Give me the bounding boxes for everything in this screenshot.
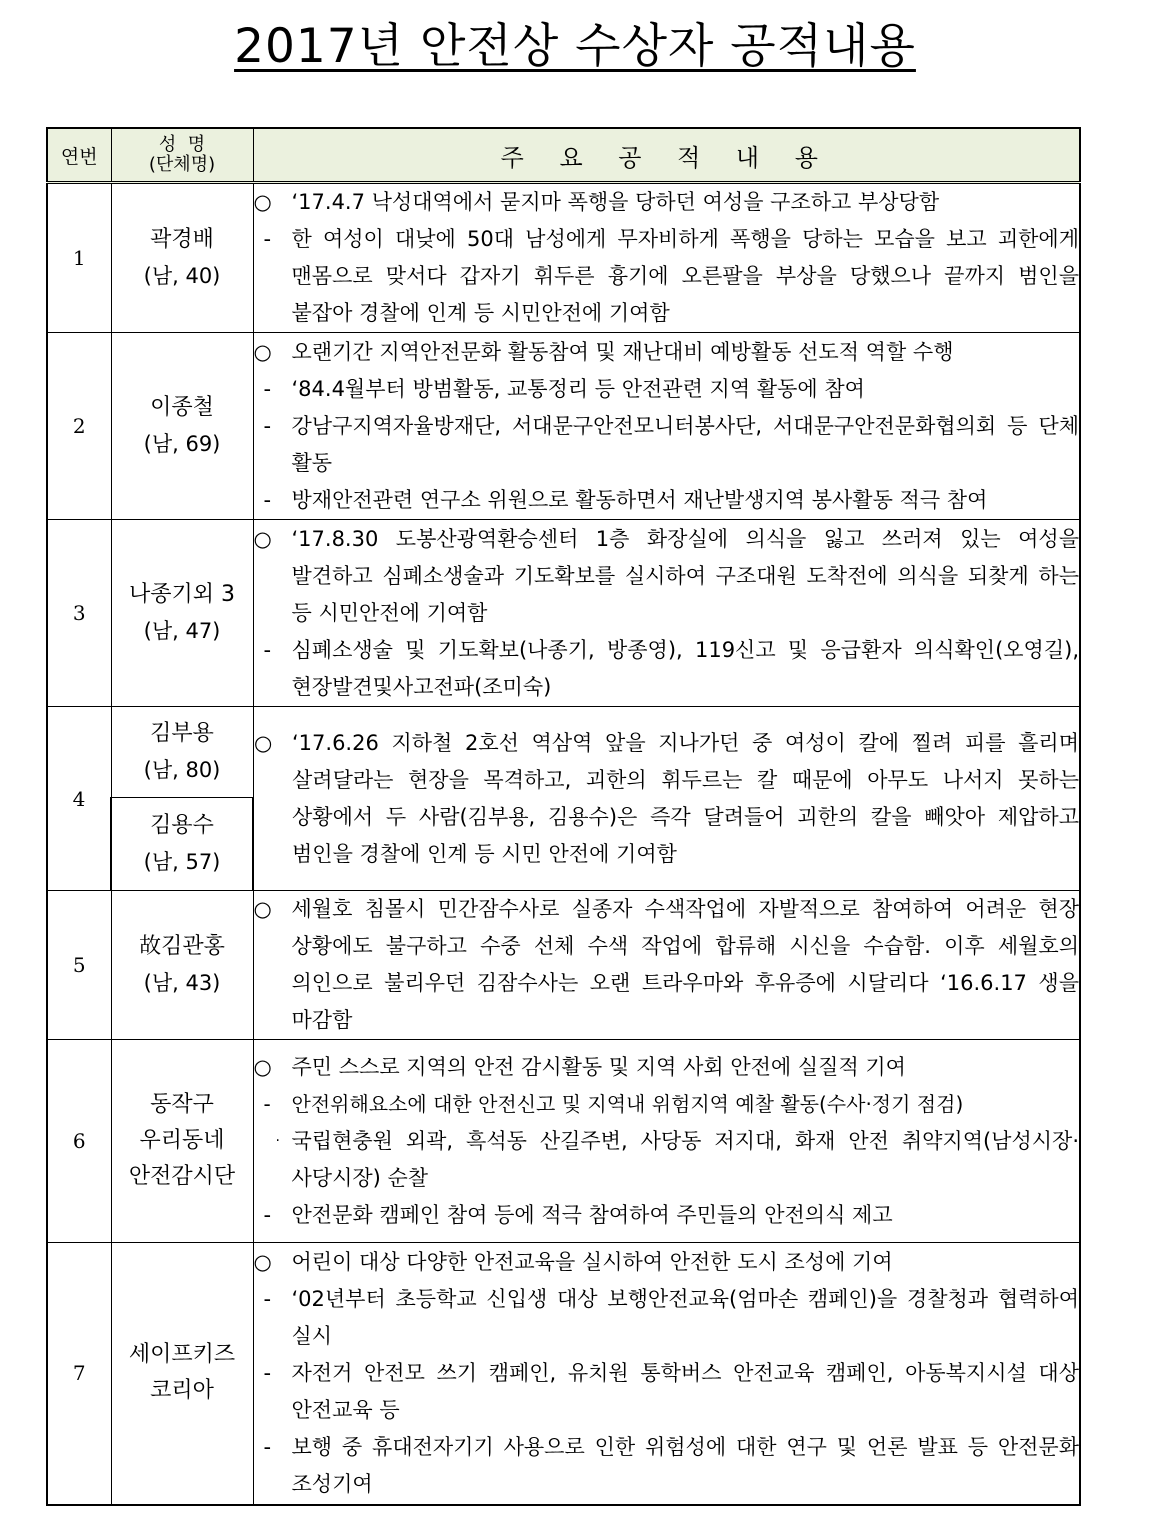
awards-table	[46, 127, 1081, 1506]
awardee-info: (남, 57)	[143, 850, 221, 874]
merit-line: - 방재안전관련 연구소 위원으로 활동하면서 재난발생지역 봉사활동 적극 참여	[263, 487, 988, 512]
header-content: 주 요 공 적 내 용	[253, 128, 1080, 183]
row-number: 3	[47, 520, 111, 707]
group-name-cell	[111, 1040, 253, 1243]
merit-line: ○ ‘17.4.7 낙성대역에서 묻지마 폭행을 당하던 여성을 구조하고 부상당함	[253, 190, 940, 214]
merit-line: - 자전거 안전모 쓰기 캠페인, 유치원 통학버스 안전교육 캠페인, 아동복지시설 대상 안전교육 등	[263, 1360, 1079, 1422]
merit-line: ○ 오랜기간 지역안전문화 활동참여 및 재난대비 예방활동 선도적 역할 수행	[253, 339, 954, 364]
group-name-line: 동작구	[150, 1092, 214, 1117]
merit-line: ○ ‘17.8.30 도봉산광역환승센터 1층 화장실에 의식을 잃고 쓰러져 있는 여성을 발견하고 심폐소생술과 기도확보를 실시하여 구조대원 도착전에 의식을 되찾게 하는 등 시민안전에 기여함	[253, 526, 1079, 625]
merit-line: - 안전위해요소에 대한 안전신고 및 지역내 위험지역 예찰 활동(수사·정기 점검)	[263, 1091, 964, 1116]
row-number: 6	[47, 1040, 111, 1243]
merit-content	[253, 891, 1080, 1040]
merit-line: - 보행 중 휴대전자기기 사용으로 인한 위험성에 대한 연구 및 언론 발표 등 안전문화 조성기여	[263, 1434, 1079, 1496]
table-header-row	[47, 128, 1080, 183]
merit-line: - 안전문화 캠페인 참여 등에 적극 참여하여 주민들의 안전의식 제고	[263, 1202, 893, 1227]
awardee-name-cell	[111, 520, 253, 707]
page-title: 2017년 안전상 수상자 공적내용	[234, 19, 916, 74]
table-row	[47, 520, 1080, 707]
awardee-name: 故김관홍	[139, 934, 225, 959]
row-number: 5	[47, 891, 111, 1040]
header-name-sub: (단체명)	[148, 154, 216, 175]
merit-line: ○ 어린이 대상 다양한 안전교육을 실시하여 안전한 도시 조성에 기여	[253, 1249, 893, 1274]
awardee-info: (남, 80)	[143, 758, 221, 782]
group-name-line: 우리동네	[139, 1128, 225, 1153]
awardee-name: 김용수	[150, 813, 214, 838]
merit-line: ○ ‘17.6.26 지하철 2호선 역삼역 앞을 지나가던 중 여성이 칼에 찔려 피를 흘리며 살려달라는 현장을 목격하고, 괴한의 휘두르는 칼 때문에 아무도 나서지 못하는 상황에서 두 사람(김부용, 김용수)은 즉각 달려들어 괴한의 칼을 빼앗아 제압하고 범인을 경찰에 인계 등 시민 안전에 기여함	[254, 730, 1079, 866]
awardee-name-cell	[111, 891, 253, 1040]
merit-content	[253, 333, 1080, 520]
awardee-name-cell	[111, 333, 253, 520]
header-number: 연번	[47, 128, 111, 183]
row-number: 4	[47, 707, 111, 891]
awardee-name: 이종철	[150, 395, 214, 420]
merit-line: · 국립현충원 외곽, 흑석동 산길주변, 사당동 저지대, 화재 안전 취약지역(남성시장·사당시장) 순찰	[275, 1128, 1079, 1190]
merit-line: - 강남구지역자율방재단, 서대문구안전모니터봉사단, 서대문구안전문화협의회 등 단체 활동	[263, 413, 1079, 475]
merit-content	[253, 1040, 1080, 1243]
merit-content	[253, 183, 1080, 333]
merit-line: - 한 여성이 대낮에 50대 남성에게 무자비하게 폭행을 당하는 모습을 보고 괴한에게 맨몸으로 맞서다 갑자기 휘두른 흉기에 오른팔을 부상을 당했으나 끝까지 범인을 붙잡아 경찰에 인계 등 시민안전에 기여함	[263, 227, 1079, 325]
group-name-cell	[111, 1243, 253, 1505]
group-name-line: 세이프키즈	[128, 1342, 236, 1368]
awardee-name: 나종기외 3	[129, 582, 235, 607]
awardee-name-cell	[111, 183, 253, 333]
merit-line: ○ 주민 스스로 지역의 안전 감시활동 및 지역 사회 안전에 실질적 기여	[253, 1054, 906, 1079]
table-row	[47, 891, 1080, 1040]
awardee-name-cell	[111, 707, 253, 798]
merit-content	[253, 707, 1080, 891]
table-row	[47, 1040, 1080, 1243]
group-name-line: 안전감시단	[128, 1164, 236, 1189]
awardee-name: 김부용	[150, 721, 214, 746]
row-number: 2	[47, 333, 111, 520]
awardee-info: (남, 40)	[143, 264, 221, 288]
row-number: 7	[47, 1243, 111, 1505]
merit-line: - ‘84.4월부터 방범활동, 교통정리 등 안전관련 지역 활동에 참여	[263, 376, 865, 401]
awardee-info: (남, 43)	[143, 971, 221, 995]
awardee-name-cell	[111, 798, 253, 891]
merit-content	[253, 1243, 1080, 1505]
table-row	[47, 1243, 1080, 1505]
header-name-label: 성 명	[158, 134, 206, 155]
awardee-info: (남, 47)	[143, 619, 221, 643]
header-name	[111, 128, 253, 183]
group-name-line: 코리아	[150, 1378, 214, 1404]
awardee-info: (남, 69)	[143, 432, 221, 456]
table-row	[47, 333, 1080, 520]
merit-line: - 심폐소생술 및 기도확보(나종기, 방종영), 119신고 및 응급환자 의식확인(오영길), 현장발견및사고전파(조미숙)	[263, 637, 1079, 699]
awardee-name: 곽경배	[150, 227, 214, 252]
merit-line: ○ 세월호 침몰시 민간잠수사로 실종자 수색작업에 자발적으로 참여하여 어려운 현장 상황에도 불구하고 수중 선체 수색 작업에 합류해 시신을 수습함. 이후 세월호의 의인으로 불리우던 김잠수사는 오랜 트라우마와 후유증에 시달리다 ‘16.6.17 생을 마감함	[253, 897, 1079, 1032]
merit-content	[253, 520, 1080, 707]
row-number: 1	[47, 183, 111, 333]
table-row	[47, 183, 1080, 333]
merit-line: - ‘02년부터 초등학교 신입생 대상 보행안전교육(엄마손 캠페인)을 경찰청과 협력하여 실시	[263, 1286, 1079, 1348]
table-row	[47, 707, 1080, 798]
